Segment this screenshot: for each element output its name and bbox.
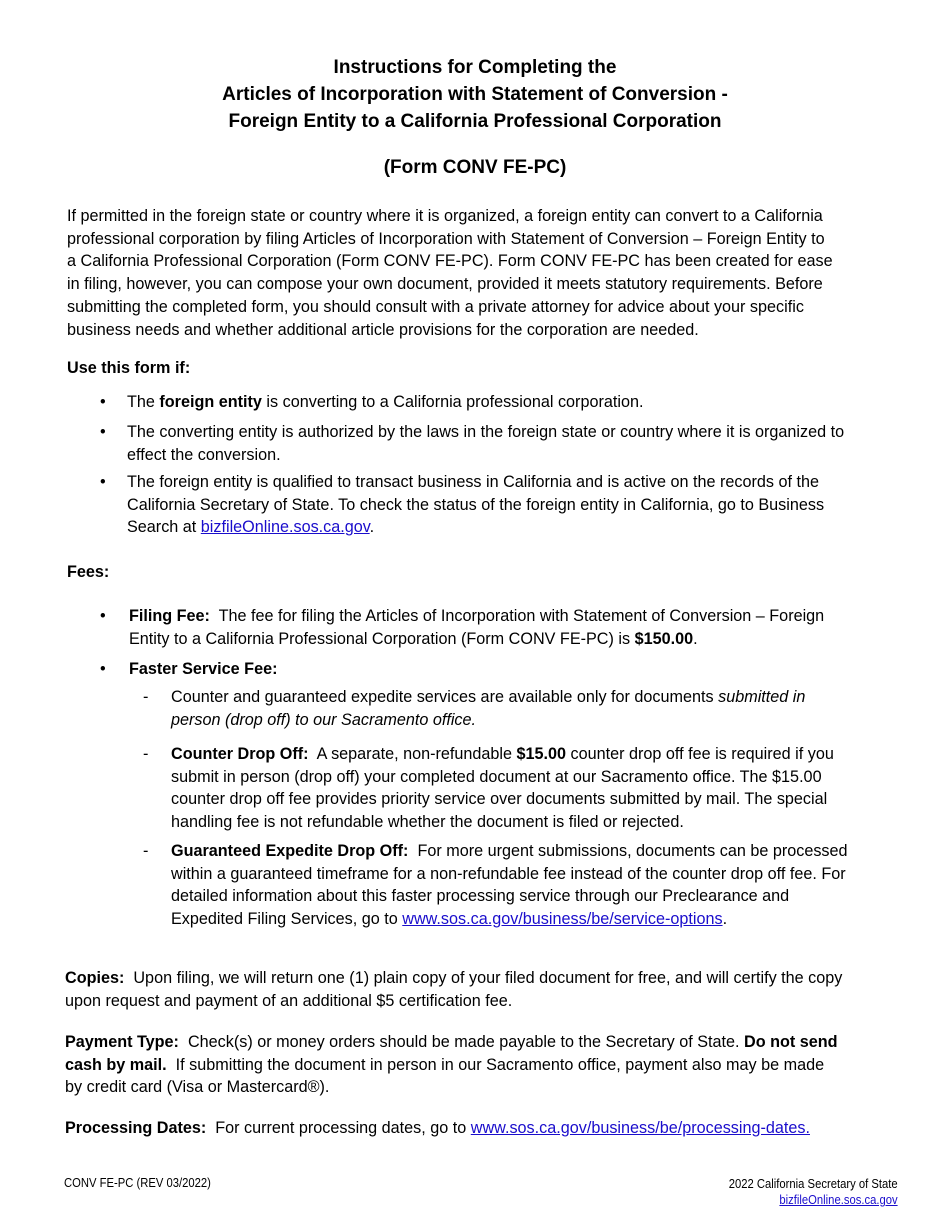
payment-line [65, 1031, 888, 1054]
bullet-text: . [369, 518, 375, 537]
title-line-3: Foreign Entity to a California Professional Corporation [228, 111, 722, 132]
dash-text: counter drop off fee is required if you [566, 745, 834, 763]
intro-line: If permitted in the foreign state or country where it is organized, a foreign entity can convert to a California [67, 207, 823, 225]
faster-service-label: Faster Service Fee: [129, 660, 278, 678]
processing-label: Processing Dates: [65, 1119, 207, 1137]
intro-line: in filing, however, you can compose your own document, provided it meets statutory requirements. Before [67, 275, 823, 294]
copies-paragraph [65, 967, 888, 1012]
form-name: (Form CONV FE-PC) [383, 157, 567, 178]
payment-paragraph [65, 1031, 888, 1099]
bullet-line [127, 516, 824, 539]
dash-text: Expedited Filing Services, go to [171, 910, 403, 929]
copies-line [65, 967, 888, 990]
intro-paragraph [67, 205, 890, 341]
dash-text: A separate, non-refundable [308, 745, 517, 763]
filing-fee-amount: $150.00 [634, 629, 694, 648]
guaranteed-expedite-label: Guaranteed Expedite Drop Off: [171, 842, 409, 860]
dash-line [171, 709, 805, 732]
bullet-glyph: • [100, 393, 106, 411]
bullet-text: is converting to a California professional corporation. [261, 393, 644, 411]
bullet-text: . [693, 629, 698, 648]
bullet-text: The [127, 393, 160, 411]
processing-dates-link[interactable]: www.sos.ca.gov/business/be/processing-dates. [470, 1119, 810, 1137]
bizfile-link[interactable]: bizfileOnline.sos.ca.gov [200, 518, 370, 537]
payment-bold-text: cash by mail. [65, 1055, 167, 1074]
filing-fee-label: Filing Fee: [129, 607, 210, 625]
bullet-bold-text: foreign entity [159, 393, 262, 411]
service-options-link[interactable]: www.sos.ca.gov/business/be/service-options [402, 910, 723, 929]
dash-italic-text: person (drop off) to our Sacramento office. [171, 710, 477, 729]
dash-glyph: - [143, 745, 149, 763]
intro-line: business needs and whether additional article provisions for the corporation are needed. [67, 320, 699, 339]
dash-line [171, 840, 848, 863]
bullet-glyph: • [100, 607, 106, 625]
dash-line: detailed information about this faster processing service through our Preclearance and [171, 887, 790, 906]
copies-text: Upon filing, we will return one (1) plain copy of your filed document for free, and will certify the copy [124, 969, 843, 987]
dash-glyph: - [143, 688, 149, 706]
bullet-line [129, 605, 824, 628]
dash-line: submit in person (drop off) your completed document at our Sacramento office. The $15.00 [171, 767, 822, 786]
counter-drop-off-label: Counter Drop Off: [171, 745, 309, 763]
dash-line [171, 743, 834, 766]
processing-text: For current processing dates, go to [206, 1119, 471, 1137]
payment-bold-text: Do not send [744, 1033, 838, 1051]
title-line-2: Articles of Incorporation with Statement of Conversion - [222, 84, 728, 105]
dash-glyph: - [143, 842, 149, 860]
copyright-text: 2022 California Secretary of State [729, 1177, 898, 1191]
bullet-text: Search at [127, 518, 201, 537]
footer-bizfile-link[interactable]: bizfileOnline.sos.ca.gov [779, 1193, 898, 1207]
dash-line [171, 686, 805, 709]
form-revision-footer: CONV FE-PC (REV 03/2022) [64, 1176, 211, 1190]
payment-text: Check(s) or money orders should be made payable to the Secretary of State. [178, 1033, 745, 1051]
use-form-heading: Use this form if: [67, 359, 191, 377]
copyright-footer [729, 1176, 898, 1208]
dash-italic-text: submitted in [718, 688, 806, 706]
bullet-line: The converting entity is authorized by the laws in the foreign state or country where it is organized to [127, 423, 845, 441]
counter-fee-amount: $15.00 [516, 745, 566, 763]
dash-line: handling fee is not refundable whether the document is filed or rejected. [171, 813, 684, 832]
payment-line [65, 1054, 888, 1077]
processing-paragraph [65, 1117, 888, 1140]
bullet-line [129, 628, 824, 651]
bullet-text: Entity to a California Professional Corporation (Form CONV FE-PC) is [129, 629, 635, 648]
dash-line [171, 908, 848, 931]
bullet-text: The fee for filing the Articles of Incorporation with Statement of Conversion – Foreign [209, 607, 825, 625]
copies-label: Copies: [65, 969, 125, 987]
bullet-glyph: • [100, 423, 106, 441]
payment-text: If submitting the document in person in our Sacramento office, payment also may be made [166, 1055, 825, 1074]
dash-line: counter drop off fee provides priority service over documents submitted by mail. The special [171, 790, 828, 809]
bullet-glyph: • [100, 473, 106, 491]
dash-line: within a guaranteed timeframe for a non-refundable fee instead of the counter drop off fee. For [171, 864, 846, 883]
intro-line: submitting the completed form, you should consult with a private attorney for advice about your specific [67, 297, 804, 316]
bullet-line: effect the conversion. [127, 445, 281, 464]
dash-text: For more urgent submissions, documents can be processed [408, 842, 848, 860]
copies-line: upon request and payment of an additional $5 certification fee. [65, 991, 513, 1010]
bullet-line: California Secretary of State. To check the status of the foreign entity in California, go to Business [127, 495, 825, 514]
bullet-glyph: • [100, 660, 106, 678]
fees-heading: Fees: [67, 563, 110, 581]
dash-text: . [722, 910, 728, 929]
dash-text: Counter and guaranteed expedite services are available only for documents [171, 688, 719, 706]
payment-line: by credit card (Visa or Mastercard®). [65, 1078, 330, 1097]
bullet-line: The foreign entity is qualified to transact business in California and is active on the records of the [127, 473, 819, 491]
payment-label: Payment Type: [65, 1033, 179, 1051]
intro-line: a California Professional Corporation (Form CONV FE-PC). Form CONV FE-PC has been created for ease [67, 252, 833, 271]
title-line-1: Instructions for Completing the [333, 57, 617, 78]
intro-line: professional corporation by filing Articles of Incorporation with Statement of Conversion – Foreign Entity to [67, 229, 825, 248]
